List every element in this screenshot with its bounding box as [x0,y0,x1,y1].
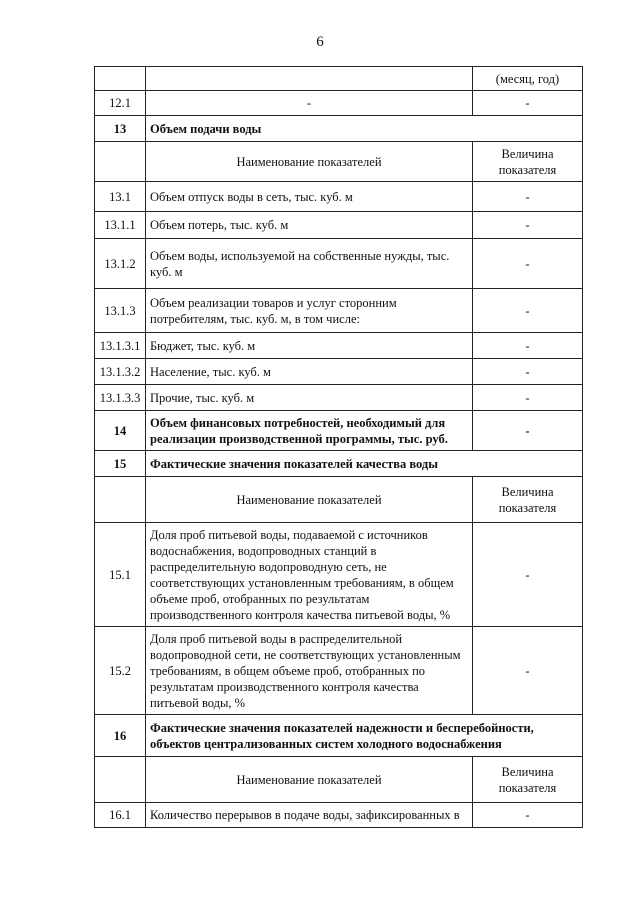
row-value: - [473,359,583,385]
row-value: - [473,803,583,828]
header-value: Величина показателя [473,142,583,182]
indicators-table [94,66,583,828]
section-row [95,451,583,477]
row-label: Количество перерывов в подаче воды, зафиксированных в [146,803,473,828]
row-number: 12.1 [95,91,146,116]
row-label: Прочие, тыс. куб. м [146,385,473,411]
section-title: Фактические значения показателей надежности и бесперебойности, объектов централизованных систем холодного водоснабжения [146,715,583,757]
header-row [95,477,583,523]
page-number: 6 [316,34,324,50]
table-row [95,803,583,828]
header-blank [95,477,146,523]
row-number: 13.1.1 [95,212,146,239]
row-label: Население, тыс. куб. м [146,359,473,385]
section-row [95,116,583,142]
row-label: Бюджет, тыс. куб. м [146,333,473,359]
header-value: Величина показателя [473,477,583,523]
row-value: - [473,182,583,212]
header-row [95,142,583,182]
row-number: 16.1 [95,803,146,828]
row-number [95,67,146,91]
table-row [95,385,583,411]
section-number: 13 [95,116,146,142]
section-title: Объем финансовых потребностей, необходимый для реализации производственной программы, тыс. руб. [146,411,473,451]
section-title: Объем подачи воды [146,116,583,142]
row-value: - [473,91,583,116]
header-blank [95,142,146,182]
section-row [95,411,583,451]
row-number: 15.2 [95,627,146,715]
table-row [95,627,583,715]
row-label: Доля проб питьевой воды в распределительной водопроводной сети, не соответствующих установленным требованиям, в общем объеме проб, отобранных по результатам производственного контроля качества питьевой воды, % [146,627,473,715]
header-blank [95,757,146,803]
section-value: - [473,411,583,451]
section-title: Фактические значения показателей качества воды [146,451,583,477]
section-number: 16 [95,715,146,757]
header-value: Величина показателя [473,757,583,803]
table-row [95,182,583,212]
row-label: Объем воды, используемой на собственные нужды, тыс. куб. м [146,239,473,289]
row-number: 13.1 [95,182,146,212]
table-row [95,333,583,359]
row-label: Объем отпуск воды в сеть, тыс. куб. м [146,182,473,212]
table-row [95,523,583,627]
row-value: - [473,627,583,715]
section-row [95,715,583,757]
row-value: - [473,239,583,289]
row-label: Доля проб питьевой воды, подаваемой с источников водоснабжения, водопроводных станций в распределительную водопроводную сеть, не соответствующих установленным требованиям, в общем объеме проб, отобранных по результатам производственного контроля качества питьевой воды, % [146,523,473,627]
table-row [95,91,583,116]
header-row [95,757,583,803]
row-value: - [473,333,583,359]
table-row [95,212,583,239]
table-row [95,239,583,289]
section-number: 14 [95,411,146,451]
row-value: - [473,289,583,333]
row-label: Объем реализации товаров и услуг сторонним потребителям, тыс. куб. м, в том числе: [146,289,473,333]
table-row [95,359,583,385]
header-name: Наименование показателей [146,477,473,523]
section-number: 15 [95,451,146,477]
row-value: - [473,212,583,239]
row-value: - [473,385,583,411]
row-number: 13.1.3.2 [95,359,146,385]
row-number: 13.1.3.1 [95,333,146,359]
row-number: 13.1.3 [95,289,146,333]
header-name: Наименование показателей [146,757,473,803]
row-number: 13.1.3.3 [95,385,146,411]
row-label [146,67,473,91]
row-number: 15.1 [95,523,146,627]
header-name: Наименование показателей [146,142,473,182]
row-value: (месяц, год) [473,67,583,91]
table-row [95,67,583,91]
row-label: Объем потерь, тыс. куб. м [146,212,473,239]
row-value: - [473,523,583,627]
row-number: 13.1.2 [95,239,146,289]
row-label: - [146,91,473,116]
table-row [95,289,583,333]
